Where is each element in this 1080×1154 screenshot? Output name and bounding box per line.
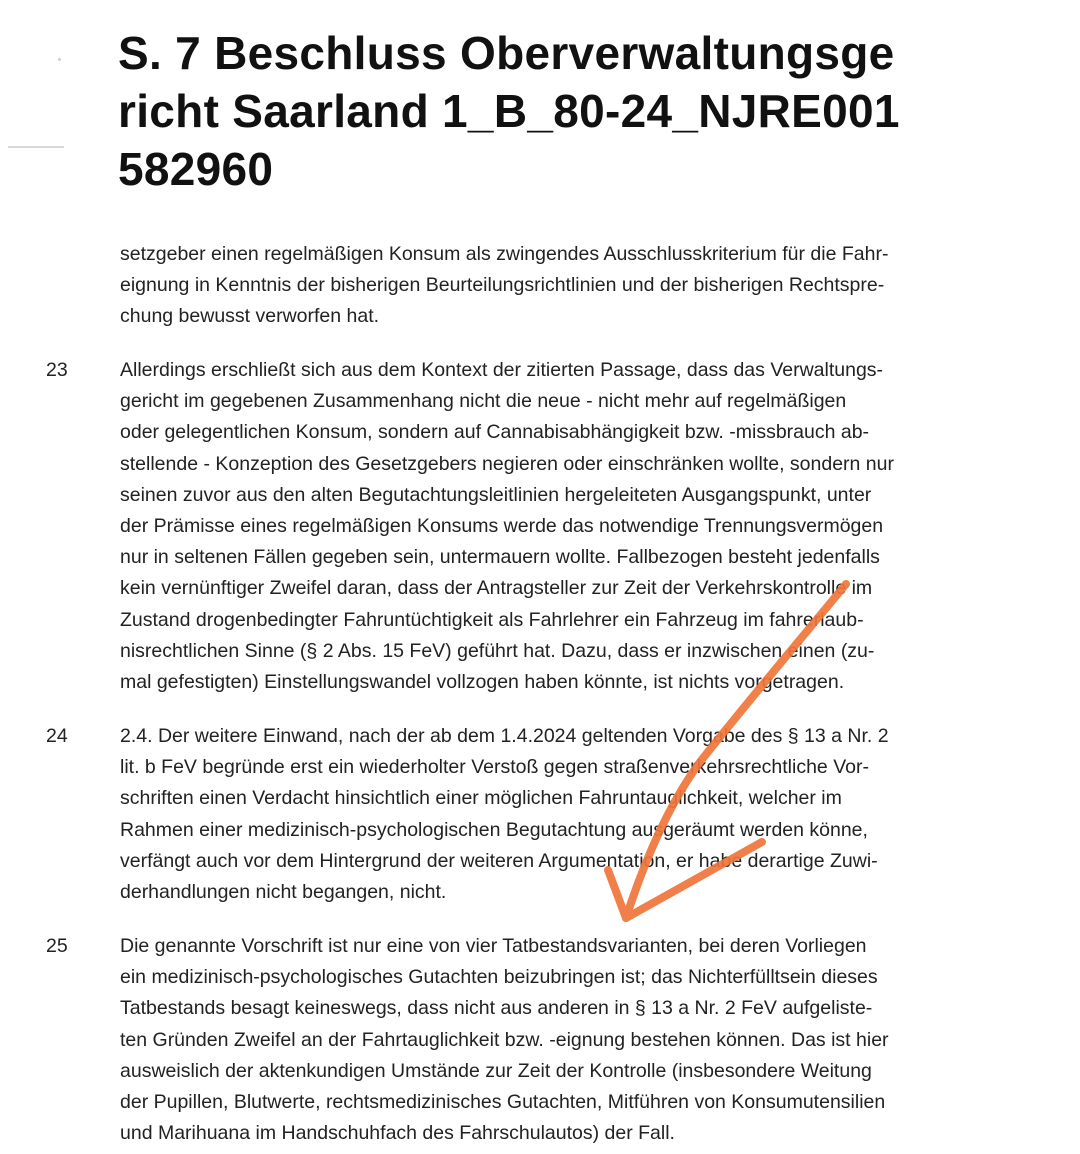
text-line: nisrechtlichen Sinne (§ 2 Abs. 15 FeV) geführt hat. Dazu, dass er inzwischen einen (zu- [120, 639, 875, 662]
text-line: derhandlungen nicht begangen, nicht. [120, 881, 447, 904]
title-line-2: richt Saarland 1_B_80-24_NJRE001 [118, 85, 900, 137]
text-line: ausweislich der aktenkundigen Umstände zur Zeit der Kontrolle (insbesondere Weitung [120, 1059, 872, 1082]
text-line: Rahmen einer medizinisch-psychologischen Begutachtung ausgeräumt werden könne, [120, 818, 868, 841]
text-line: setzgeber einen regelmäßigen Konsum als zwingendes Ausschlusskriterium für die Fahr- [120, 243, 889, 265]
text-line: der Prämisse eines regelmäßigen Konsums werde das notwendige Trennungsvermögen [120, 515, 884, 538]
text-line: nur in seltenen Fällen gegeben sein, untermauern wollte. Fallbezogen besteht jedenfalls [120, 546, 880, 569]
text-line: Tatbestands besagt keineswegs, dass nicht aus anderen in § 13 a Nr. 2 FeV aufgeliste- [120, 997, 873, 1020]
text-line: Zustand drogenbedingter Fahruntüchtigkeit als Fahrlehrer ein Fahrzeug im fahrerlaub- [120, 608, 864, 631]
text-line: Allerdings erschließt sich aus dem Kontext der zitierten Passage, dass das Verwaltungs- [120, 359, 884, 381]
text-line: stellende - Konzeption des Gesetzgebers negieren oder einschränken wollte, sondern nur [120, 452, 894, 475]
page-title [118, 24, 1018, 198]
text-line: kein vernünftiger Zweifel daran, dass der Antragsteller zur Zeit der Verkehrskontrolle im [120, 577, 873, 600]
paragraph-number-24: 24 [46, 725, 68, 747]
text-line: mal gefestigten) Einstellungswandel vollzogen haben könnte, ist nichts vorgetragen. [120, 671, 845, 694]
scan-artifact-line [8, 146, 64, 148]
paragraph-23 [120, 355, 980, 698]
scan-artifact-dot [58, 58, 61, 61]
text-line: und Marihuana im Handschuhfach des Fahrschulautos) der Fall. [120, 1122, 675, 1145]
text-line: oder gelegentlichen Konsum, sondern auf Cannabisabhängigkeit bzw. -missbrauch ab- [120, 421, 870, 444]
text-line: chung bewusst verworfen hat. [120, 305, 380, 328]
text-line: seinen zuvor aus den alten Begutachtungsleitlinien hergeleiteten Ausgangspunkt, unter [120, 483, 872, 506]
paragraph-24 [120, 721, 980, 908]
text-line: der Pupillen, Blutwerte, rechtsmedizinisches Gutachten, Mitführen von Konsumutensilien [120, 1091, 886, 1114]
intro-paragraph [120, 239, 980, 333]
text-line: eignung in Kenntnis der bisherigen Beurteilungsrichtlinien und der bisherigen Rechtspre- [120, 274, 885, 297]
text-line: Die genannte Vorschrift ist nur eine von vier Tatbestandsvarianten, bei deren Vorliegen [120, 935, 867, 957]
paragraph-number-25: 25 [46, 935, 68, 957]
title-line-3: 582960 [118, 143, 274, 195]
text-line: lit. b FeV begründe erst ein wiederholter Verstoß gegen straßenverkehrsrechtliche Vor- [120, 756, 869, 779]
text-line: 2.4. Der weitere Einwand, nach der ab dem 1.4.2024 geltenden Vorgabe des § 13 a Nr. 2 [120, 725, 889, 747]
text-line: ein medizinisch-psychologisches Gutachten beizubringen ist; das Nichterfülltsein dieses [120, 966, 878, 989]
paragraph-25 [120, 931, 980, 1149]
text-line: ten Gründen Zweifel an der Fahrtauglichkeit bzw. -eignung bestehen können. Das ist hier [120, 1028, 889, 1051]
text-line: schriften einen Verdacht hinsichtlich einer möglichen Fahruntauglichkeit, welcher im [120, 787, 842, 810]
title-line-1: S. 7 Beschluss Oberverwaltungsge [118, 27, 895, 79]
paragraph-number-23: 23 [46, 359, 68, 381]
text-line: gericht im gegebenen Zusammenhang nicht die neue - nicht mehr auf regelmäßigen [120, 390, 847, 413]
text-line: verfängt auch vor dem Hintergrund der weiteren Argumentation, er habe derartige Zuwi- [120, 849, 878, 872]
